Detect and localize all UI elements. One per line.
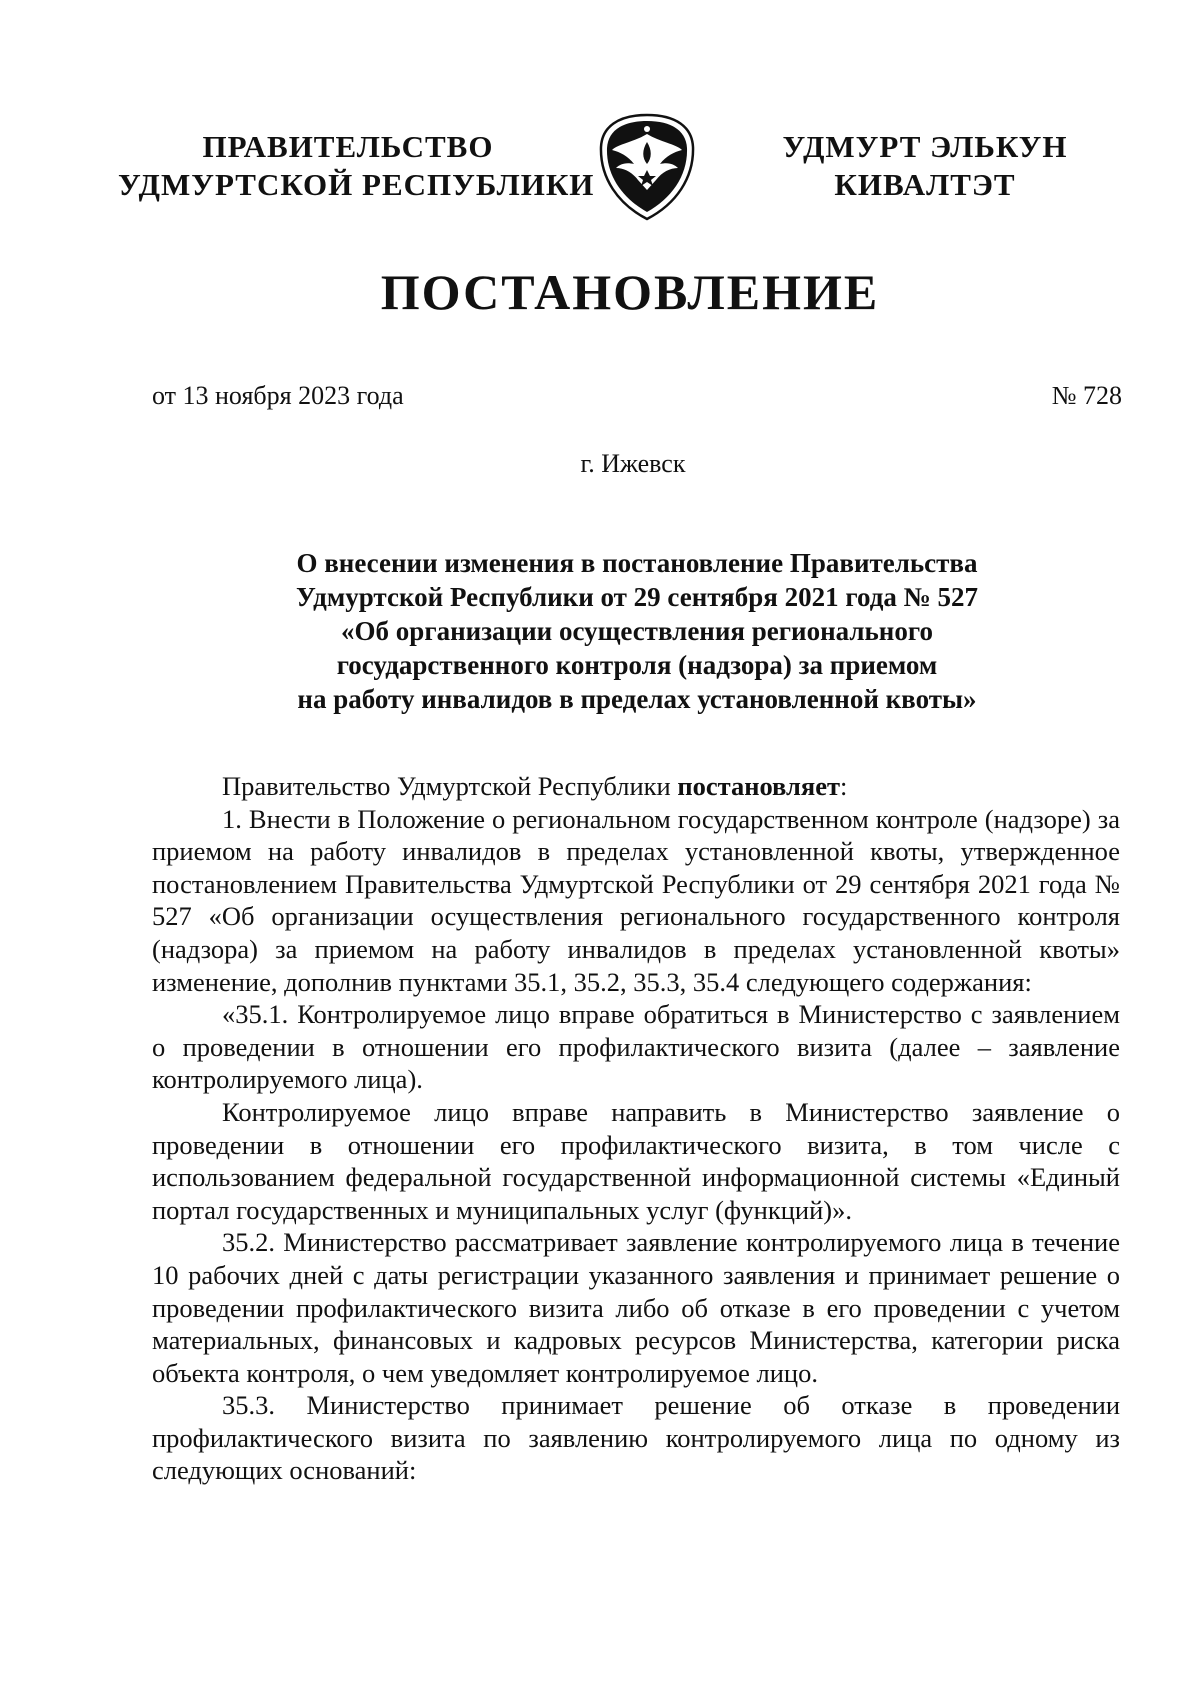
header-left-line2: УДМУРТСКОЙ РЕСПУБЛИКИ	[118, 167, 595, 202]
document-number: № 728	[1051, 381, 1122, 410]
subject-line: Удмуртской Республики от 29 сентября 2021 года № 527	[295, 582, 979, 612]
header-right-line1: УДМУРТ ЭЛЬКУН	[782, 129, 1068, 164]
document-city: г. Ижевск	[580, 449, 686, 478]
header-right-org	[770, 128, 1080, 204]
subject-line: государственного контроля (надзора) за приемом	[336, 650, 938, 680]
header-left-line1: ПРАВИТЕЛЬСТВО	[202, 129, 494, 164]
subject-line: на работу инвалидов в пределах установленной квоты»	[297, 684, 977, 714]
body-paragraph-3: Контролируемое лицо вправе направить в Министерство заявление о проведении в отношении его профилактического визита, в том числе с использованием федеральной государственной информационной системы «Единый портал государственных и муниципальных услуг (функций)».	[152, 1096, 1120, 1225]
body-paragraph-2: «35.1. Контролируемое лицо вправе обратиться в Министерство с заявлением о проведении в отношении его профилактического визита (далее – заявление контролируемого лица).	[152, 999, 1120, 1095]
body-paragraph-4: 35.2. Министерство рассматривает заявление контролируемого лица в течение 10 рабочих дней с даты регистрации указанного заявления и принимает решение о проведении профилактического визита либо об отказе в его проведении с учетом материальных, финансовых и кадровых ресурсов Министерства, категории риска объекта контроля, о чем уведомляет контролируемое лицо.	[152, 1227, 1120, 1388]
coat-of-arms-icon	[596, 112, 698, 222]
intro-text: Правительство Удмуртской Республики	[222, 771, 678, 801]
document-body	[152, 770, 1120, 1487]
subject-line: «Об организации осуществления регионального	[341, 616, 933, 646]
header-right-line2: КИВАЛТЭТ	[834, 167, 1016, 202]
intro-bold: постановляет	[677, 771, 841, 801]
body-paragraph-1: 1. Внести в Положение о региональном государственном контроле (надзоре) за приемом на работу инвалидов в пределах установленной квоты, утвержденное постановлением Правительства Удмуртской Республики от 29 сентября 2021 года № 527 «Об организации осуществления регионального государственного контроля (надзора) за приемом на работу инвалидов в пределах установленной квоты» изменение, дополнив пунктами 35.1, 35.2, 35.3, 35.4 следующего содержания:	[152, 803, 1120, 997]
subject-line: О внесении изменения в постановление Правительства	[296, 548, 978, 578]
header-left-org	[118, 128, 595, 204]
body-paragraph-5: 35.3. Министерство принимает решение об отказе в проведении профилактического визита по заявлению контролируемого лица по одному из следующих оснований:	[152, 1390, 1120, 1486]
document-title: ПОСТАНОВЛЕНИЕ	[380, 264, 880, 320]
document-subject	[152, 546, 1122, 716]
intro-end: :	[840, 771, 848, 801]
body-intro	[152, 770, 1120, 803]
document-date: от 13 ноября 2023 года	[152, 381, 404, 410]
